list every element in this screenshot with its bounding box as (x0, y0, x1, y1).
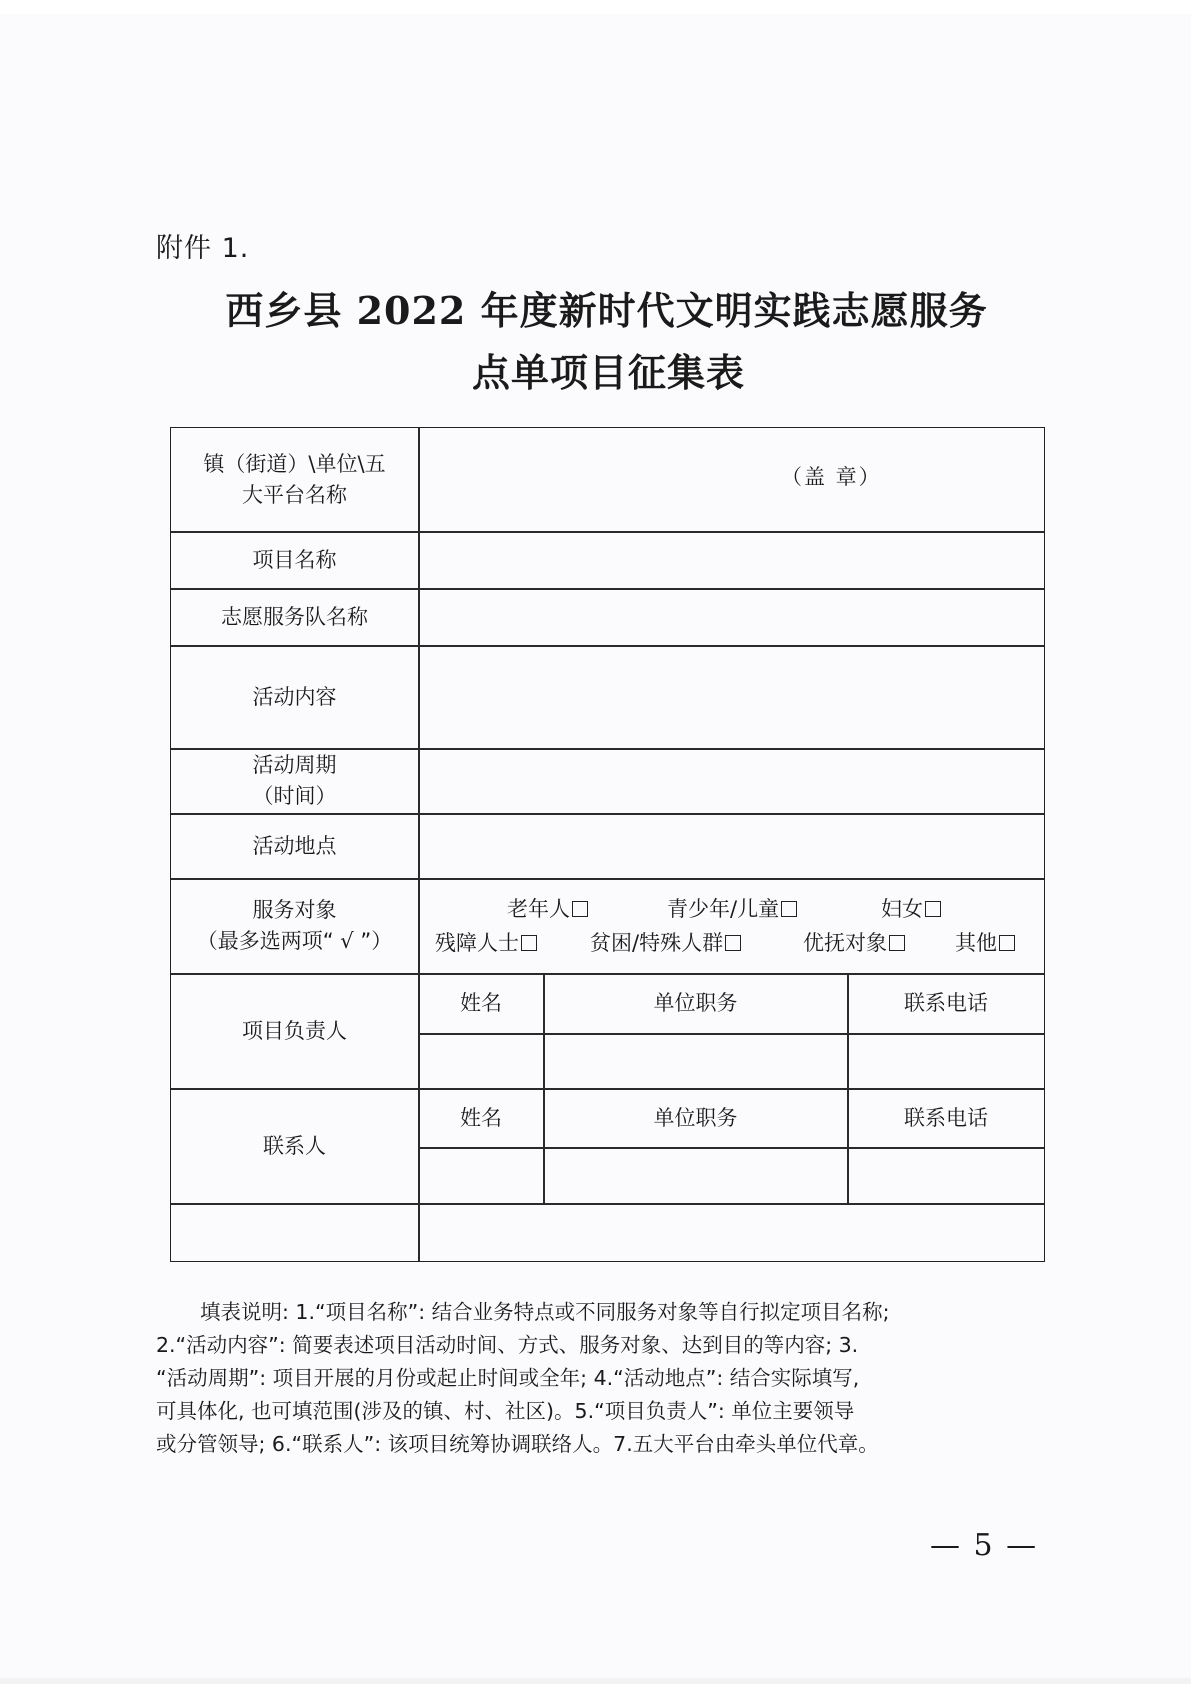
project-name-label: 项目名称 (252, 547, 337, 572)
activity-content-field[interactable] (419, 646, 1044, 748)
seal-note: （盖 章） (781, 465, 882, 489)
document-title-line1: 西乡县 2022 年度新时代文明实践志愿服务 (225, 288, 988, 333)
notes-line: “活动周期”: 项目开展的月份或起止时间或全年; 4.“活动地点”: 结合实际填写, (156, 1366, 860, 1390)
option-elderly[interactable]: 老年人 (507, 893, 588, 923)
activity-location-field[interactable] (419, 814, 1044, 878)
leader-position-header: 单位职务 (653, 991, 738, 1015)
activity-period-field[interactable] (419, 749, 1044, 813)
activity-period-label: 活动周期 （时间） (252, 753, 337, 808)
activity-content-label: 活动内容 (252, 684, 337, 709)
option-women[interactable]: 妇女 (881, 893, 941, 923)
filling-instructions (156, 1296, 1036, 1461)
blank-row-right[interactable] (419, 1204, 1044, 1261)
contact-name-field[interactable] (419, 1148, 543, 1203)
option-disabled[interactable]: 残障人士 (435, 927, 537, 957)
attachment-label: 附件 1. (156, 233, 250, 264)
checkbox[interactable] (521, 935, 537, 951)
contact-phone-header: 联系电话 (904, 1105, 988, 1130)
notes-line: 填表说明: 1.“项目名称”: 结合业务特点或不同服务对象等自行拟定项目名称; (200, 1300, 890, 1324)
page-number: — 5 — (930, 1528, 1039, 1563)
document-title-line2: 点单项目征集表 (471, 350, 745, 395)
org-name-label: 镇（街道）\单位\五 大平台名称 (203, 451, 386, 507)
contact-position-field[interactable] (544, 1148, 847, 1203)
service-target-label: 服务对象 （最多选两项“ √ ”） (196, 898, 393, 953)
option-preferential[interactable]: 优抚对象 (803, 927, 905, 957)
notes-line: 可具体化, 也可填范围(涉及的镇、村、社区)。5.“项目负责人”: 单位主要领导 (156, 1399, 855, 1423)
checkbox[interactable] (925, 901, 941, 917)
project-leader-label: 项目负责人 (242, 1018, 347, 1043)
org-name-field[interactable] (419, 428, 1044, 531)
checkbox[interactable] (725, 935, 741, 951)
team-name-label: 志愿服务队名称 (221, 604, 368, 629)
leader-phone-header: 联系电话 (904, 991, 988, 1015)
notes-line: 2.“活动内容”: 简要表述项目活动时间、方式、服务对象、达到目的等内容; 3. (156, 1333, 859, 1357)
project-name-field[interactable] (419, 532, 1044, 588)
contact-label: 联系人 (263, 1133, 326, 1158)
notes-line: 或分管领导; 6.“联系人”: 该项目统筹协调联络人。7.五大平台由牵头单位代章。 (156, 1432, 879, 1456)
contact-phone-field[interactable] (848, 1148, 1044, 1203)
blank-row-left (171, 1204, 418, 1261)
option-youth-children[interactable]: 青少年/儿童 (667, 893, 797, 923)
leader-name-header: 姓名 (460, 991, 502, 1015)
option-other[interactable]: 其他 (955, 927, 1015, 957)
collection-form-table (170, 427, 1045, 1262)
checkbox[interactable] (572, 901, 588, 917)
leader-position-field[interactable] (544, 1034, 847, 1088)
option-poor-special[interactable]: 贫困/特殊人群 (590, 927, 741, 957)
checkbox[interactable] (889, 935, 905, 951)
service-target-options (419, 879, 1044, 973)
leader-phone-field[interactable] (848, 1034, 1044, 1088)
activity-location-label: 活动地点 (252, 833, 337, 858)
contact-name-header: 姓名 (460, 1105, 502, 1130)
team-name-field[interactable] (419, 589, 1044, 645)
contact-position-header: 单位职务 (653, 1105, 738, 1130)
checkbox[interactable] (999, 935, 1015, 951)
leader-name-field[interactable] (419, 1034, 543, 1088)
checkbox[interactable] (781, 901, 797, 917)
